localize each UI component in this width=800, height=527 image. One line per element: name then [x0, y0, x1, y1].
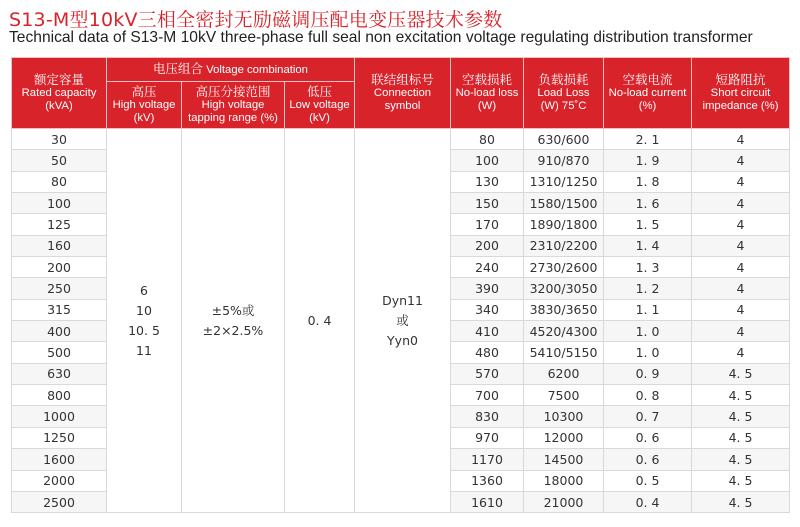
cell-rated-capacity: 80: [12, 171, 107, 192]
high-voltage-value: 6: [140, 282, 148, 298]
cell-short-circuit-impedance: 4: [692, 214, 790, 235]
cell-no-load-current: 2. 1: [604, 129, 692, 150]
header-high-voltage: 高压 High voltage (kV): [107, 82, 182, 129]
cell-rated-capacity: 630: [12, 363, 107, 384]
cell-rated-capacity: 250: [12, 278, 107, 299]
cell-short-circuit-impedance: 4. 5: [692, 427, 790, 448]
cell-no-load-loss: 1360: [451, 470, 524, 491]
cell-load-loss: 1890/1800: [524, 214, 604, 235]
cell-no-load-current: 1. 4: [604, 235, 692, 256]
cell-no-load-current: 0. 6: [604, 449, 692, 470]
cell-rated-capacity: 1250: [12, 427, 107, 448]
cell-short-circuit-impedance: 4: [692, 150, 790, 171]
cell-no-load-loss: 170: [451, 214, 524, 235]
cell-load-loss: 1580/1500: [524, 193, 604, 214]
cell-short-circuit-impedance: 4. 5: [692, 385, 790, 406]
cell-no-load-current: 1. 9: [604, 150, 692, 171]
cell-no-load-current: 1. 1: [604, 299, 692, 320]
cell-no-load-current: 1. 6: [604, 193, 692, 214]
header-low-voltage: 低压 Low voltage (kV): [285, 82, 355, 129]
cell-short-circuit-impedance: 4: [692, 171, 790, 192]
cell-no-load-loss: 480: [451, 342, 524, 363]
cell-short-circuit-impedance: 4: [692, 257, 790, 278]
cell-no-load-current: 1. 5: [604, 214, 692, 235]
page-title-cn: S13-M型10kV三相全密封无励磁调压配电变压器技术参数: [9, 9, 503, 31]
cell-load-loss: 10300: [524, 406, 604, 427]
high-voltage-value: 11: [136, 342, 152, 358]
table-body: [12, 129, 790, 513]
cell-no-load-loss: 130: [451, 171, 524, 192]
table-header: [12, 58, 790, 129]
cell-connection-symbol: [355, 129, 451, 513]
cell-no-load-loss: 340: [451, 299, 524, 320]
cell-rated-capacity: 50: [12, 150, 107, 171]
cell-no-load-loss: 80: [451, 129, 524, 150]
cell-no-load-current: 1. 8: [604, 171, 692, 192]
header-no-load-loss: 空载损耗 No-load loss (W): [451, 58, 524, 129]
header-short-circuit-impedance: 短路阻抗 Short circuit impedance (%): [692, 58, 790, 129]
cell-rated-capacity: 800: [12, 385, 107, 406]
cell-tapping-range: [182, 129, 285, 513]
cell-no-load-loss: 970: [451, 427, 524, 448]
cell-rated-capacity: 30: [12, 129, 107, 150]
connection-symbol-line: Yyn0: [387, 332, 418, 348]
cell-no-load-loss: 100: [451, 150, 524, 171]
cell-load-loss: 18000: [524, 470, 604, 491]
cell-no-load-current: 0. 5: [604, 470, 692, 491]
cell-load-loss: 14500: [524, 449, 604, 470]
cell-no-load-loss: 410: [451, 321, 524, 342]
cell-load-loss: 910/870: [524, 150, 604, 171]
cell-load-loss: 7500: [524, 385, 604, 406]
cell-rated-capacity: 2000: [12, 470, 107, 491]
cell-no-load-loss: 700: [451, 385, 524, 406]
cell-rated-capacity: 500: [12, 342, 107, 363]
cell-load-loss: 4520/4300: [524, 321, 604, 342]
cell-no-load-loss: 570: [451, 363, 524, 384]
cell-load-loss: 1310/1250: [524, 171, 604, 192]
cell-no-load-loss: 1170: [451, 449, 524, 470]
cell-rated-capacity: 1600: [12, 449, 107, 470]
cell-rated-capacity: 400: [12, 321, 107, 342]
high-voltage-value: 10. 5: [128, 322, 160, 338]
cell-short-circuit-impedance: 4. 5: [692, 363, 790, 384]
cell-short-circuit-impedance: 4: [692, 321, 790, 342]
cell-rated-capacity: 2500: [12, 491, 107, 512]
cell-high-voltage: [107, 129, 182, 513]
cell-rated-capacity: 100: [12, 193, 107, 214]
table-row: [12, 129, 790, 150]
tapping-range-line: ±2×2.5%: [202, 322, 264, 338]
spec-table: [11, 57, 790, 513]
cell-load-loss: 6200: [524, 363, 604, 384]
header-connection-symbol: 联结组标号 Connection symbol: [355, 58, 451, 129]
cell-short-circuit-impedance: 4: [692, 278, 790, 299]
cell-short-circuit-impedance: 4: [692, 342, 790, 363]
cell-load-loss: 3830/3650: [524, 299, 604, 320]
cell-no-load-current: 0. 4: [604, 491, 692, 512]
cell-short-circuit-impedance: 4: [692, 193, 790, 214]
cell-load-loss: 2310/2200: [524, 235, 604, 256]
cell-rated-capacity: 315: [12, 299, 107, 320]
cell-short-circuit-impedance: 4: [692, 235, 790, 256]
cell-load-loss: 12000: [524, 427, 604, 448]
cell-no-load-current: 1. 2: [604, 278, 692, 299]
cell-no-load-loss: 150: [451, 193, 524, 214]
cell-short-circuit-impedance: 4: [692, 299, 790, 320]
cell-low-voltage: 0. 4: [285, 129, 355, 513]
cell-no-load-current: 0. 7: [604, 406, 692, 427]
cell-rated-capacity: 1000: [12, 406, 107, 427]
header-hv-tapping-range: 高压分接范围 High voltage tapping range (%): [182, 82, 285, 129]
connection-symbol-line: 或: [396, 312, 409, 328]
cell-rated-capacity: 160: [12, 235, 107, 256]
cell-no-load-current: 0. 6: [604, 427, 692, 448]
connection-symbol-line: Dyn11: [382, 292, 423, 308]
cell-load-loss: 630/600: [524, 129, 604, 150]
cell-short-circuit-impedance: 4. 5: [692, 491, 790, 512]
cell-no-load-loss: 830: [451, 406, 524, 427]
cell-no-load-loss: 240: [451, 257, 524, 278]
cell-load-loss: 21000: [524, 491, 604, 512]
cell-no-load-loss: 390: [451, 278, 524, 299]
cell-rated-capacity: 200: [12, 257, 107, 278]
cell-no-load-current: 0. 9: [604, 363, 692, 384]
high-voltage-value: 10: [136, 302, 152, 318]
header-no-load-current: 空载电流 No-load current (%): [604, 58, 692, 129]
cell-no-load-current: 1. 3: [604, 257, 692, 278]
tapping-range-line: ±5%或: [211, 302, 255, 318]
cell-no-load-loss: 200: [451, 235, 524, 256]
cell-short-circuit-impedance: 4. 5: [692, 449, 790, 470]
cell-load-loss: 3200/3050: [524, 278, 604, 299]
cell-no-load-current: 1. 0: [604, 321, 692, 342]
page-title-en: Technical data of S13-M 10kV three-phase full seal non excitation voltage regulating distribution transformer: [9, 29, 753, 46]
header-voltage-combination: 电压组合 Voltage combination: [107, 58, 355, 82]
cell-rated-capacity: 125: [12, 214, 107, 235]
cell-load-loss: 2730/2600: [524, 257, 604, 278]
cell-no-load-current: 1. 0: [604, 342, 692, 363]
cell-no-load-loss: 1610: [451, 491, 524, 512]
cell-short-circuit-impedance: 4. 5: [692, 406, 790, 427]
cell-no-load-current: 0. 8: [604, 385, 692, 406]
header-rated-capacity: 额定容量 Rated capacity (kVA): [12, 58, 107, 129]
cell-short-circuit-impedance: 4. 5: [692, 470, 790, 491]
cell-short-circuit-impedance: 4: [692, 129, 790, 150]
header-load-loss: 负载损耗 Load Loss (W) 75˚C: [524, 58, 604, 129]
cell-load-loss: 5410/5150: [524, 342, 604, 363]
